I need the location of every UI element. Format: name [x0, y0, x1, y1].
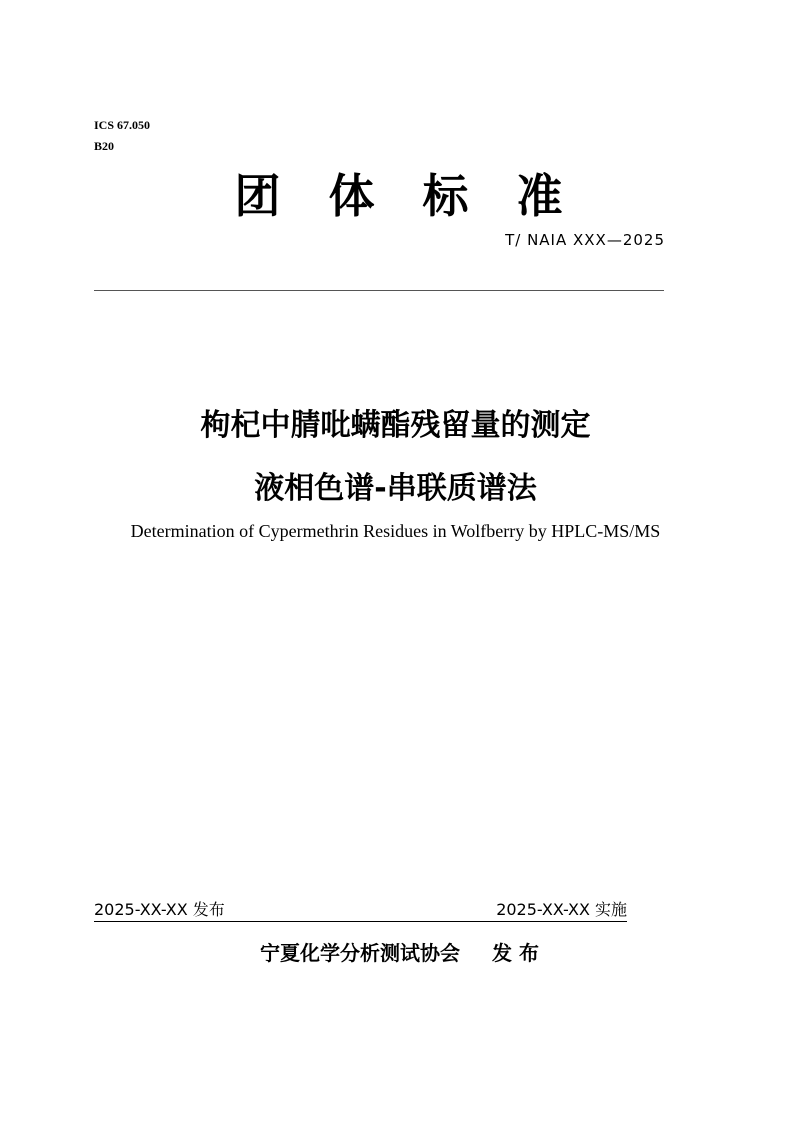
- english-title: Determination of Cypermethrin Residues in Wolfberry by HPLC-MS/MS: [130, 521, 661, 541]
- implement-date: 2025-XX-XX 实施: [496, 900, 627, 919]
- title-line-1: 枸杞中腈吡螨酯残留量的测定: [200, 408, 591, 443]
- header-divider: [94, 290, 664, 291]
- publisher-line: [0, 937, 791, 966]
- classification-code: B20: [94, 139, 115, 153]
- publish-date: 2025-XX-XX 发布: [94, 900, 225, 919]
- publisher-action: 发 布: [492, 941, 539, 965]
- standard-code: T/ NAIA XXX—2025: [505, 231, 665, 249]
- doc-type-char: 标: [422, 169, 469, 223]
- doc-type-char: 团: [234, 169, 281, 223]
- publisher-org: 宁夏化学分析测试协会: [260, 941, 461, 965]
- doc-type-char: 准: [516, 169, 563, 223]
- dates-row: [94, 897, 627, 922]
- document-type-heading: [0, 160, 791, 226]
- doc-type-char: 体: [328, 169, 375, 223]
- ics-code: ICS 67.050: [94, 118, 151, 132]
- title-line-2: 液相色谱-串联质谱法: [254, 471, 537, 506]
